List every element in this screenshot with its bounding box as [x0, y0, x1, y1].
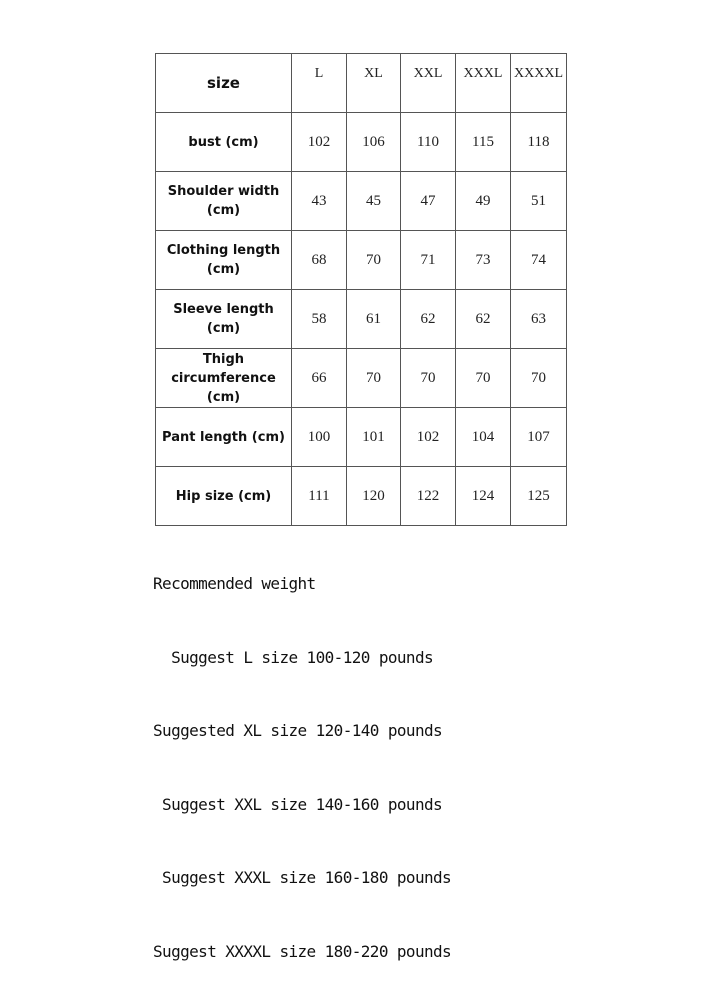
table-row-sleeve-length [156, 290, 567, 349]
weight-line-xxxxl: Suggest XXXXL size 180-220 pounds [153, 941, 452, 961]
table-cell: 70 [401, 349, 456, 408]
row-label-pant-length: Pant length (cm) [156, 408, 292, 467]
table-cell: 49 [456, 172, 511, 231]
table-row-pant-length [156, 408, 567, 467]
table-row-thigh-circumference [156, 349, 567, 408]
row-label-thigh-circumference: Thigh circumference (cm) [156, 349, 292, 408]
table-cell: 63 [511, 290, 567, 349]
table-cell: 100 [292, 408, 347, 467]
table-cell: 125 [511, 467, 567, 526]
table-cell: 101 [347, 408, 401, 467]
table-cell: 43 [292, 172, 347, 231]
size-header-label: size [156, 54, 292, 113]
table-cell: 61 [347, 290, 401, 349]
table-cell: 51 [511, 172, 567, 231]
table-cell: 122 [401, 467, 456, 526]
table-cell: 45 [347, 172, 401, 231]
weight-line-xxl: Suggest XXL size 140-160 pounds [153, 794, 443, 814]
table-cell: 68 [292, 231, 347, 290]
row-label-sleeve-length: Sleeve length (cm) [156, 290, 292, 349]
row-label-bust: bust (cm) [156, 113, 292, 172]
table-cell: 62 [456, 290, 511, 349]
table-cell: 120 [347, 467, 401, 526]
size-header-xxl: XXL [401, 54, 456, 113]
table-cell: 107 [511, 408, 567, 467]
table-cell: 47 [401, 172, 456, 231]
weight-line-xxxl: Suggest XXXL size 160-180 pounds [153, 868, 452, 887]
table-cell: 104 [456, 408, 511, 467]
table-cell: 71 [401, 231, 456, 290]
table-row-hip-size [156, 467, 567, 526]
table-cell: 111 [292, 467, 347, 526]
size-header-l: L [292, 54, 347, 113]
table-cell: 66 [292, 349, 347, 408]
size-header-xxxxl: XXXXL [511, 54, 567, 113]
row-label-shoulder-width: Shoulder width (cm) [156, 172, 292, 231]
size-header-xl: XL [347, 54, 401, 113]
table-cell: 74 [511, 231, 567, 290]
recommended-weight-title: Recommended weight [153, 574, 316, 593]
table-row-shoulder-width [156, 172, 567, 231]
recommended-weight-section [153, 523, 451, 989]
table-cell: 73 [456, 231, 511, 290]
table-cell: 106 [347, 113, 401, 172]
table-cell: 118 [511, 113, 567, 172]
table-cell: 70 [347, 231, 401, 290]
table-row-clothing-length [156, 231, 567, 290]
table-cell: 70 [511, 349, 567, 408]
weight-line-xl: Suggested XL size 120-140 pounds [153, 721, 443, 740]
row-label-hip-size: Hip size (cm) [156, 467, 292, 526]
table-cell: 70 [347, 349, 401, 408]
table-cell: 115 [456, 113, 511, 172]
table-header-row [156, 54, 567, 113]
table-cell: 58 [292, 290, 347, 349]
table-row-bust [156, 113, 567, 172]
row-label-clothing-length: Clothing length (cm) [156, 231, 292, 290]
table-cell: 124 [456, 467, 511, 526]
table-cell: 102 [292, 113, 347, 172]
table-cell: 102 [401, 408, 456, 467]
size-chart-table [155, 53, 567, 526]
size-header-xxxl: XXXL [456, 54, 511, 113]
table-cell: 110 [401, 113, 456, 172]
weight-line-l: Suggest L size 100-120 pounds [153, 647, 434, 667]
table-cell: 70 [456, 349, 511, 408]
table-cell: 62 [401, 290, 456, 349]
